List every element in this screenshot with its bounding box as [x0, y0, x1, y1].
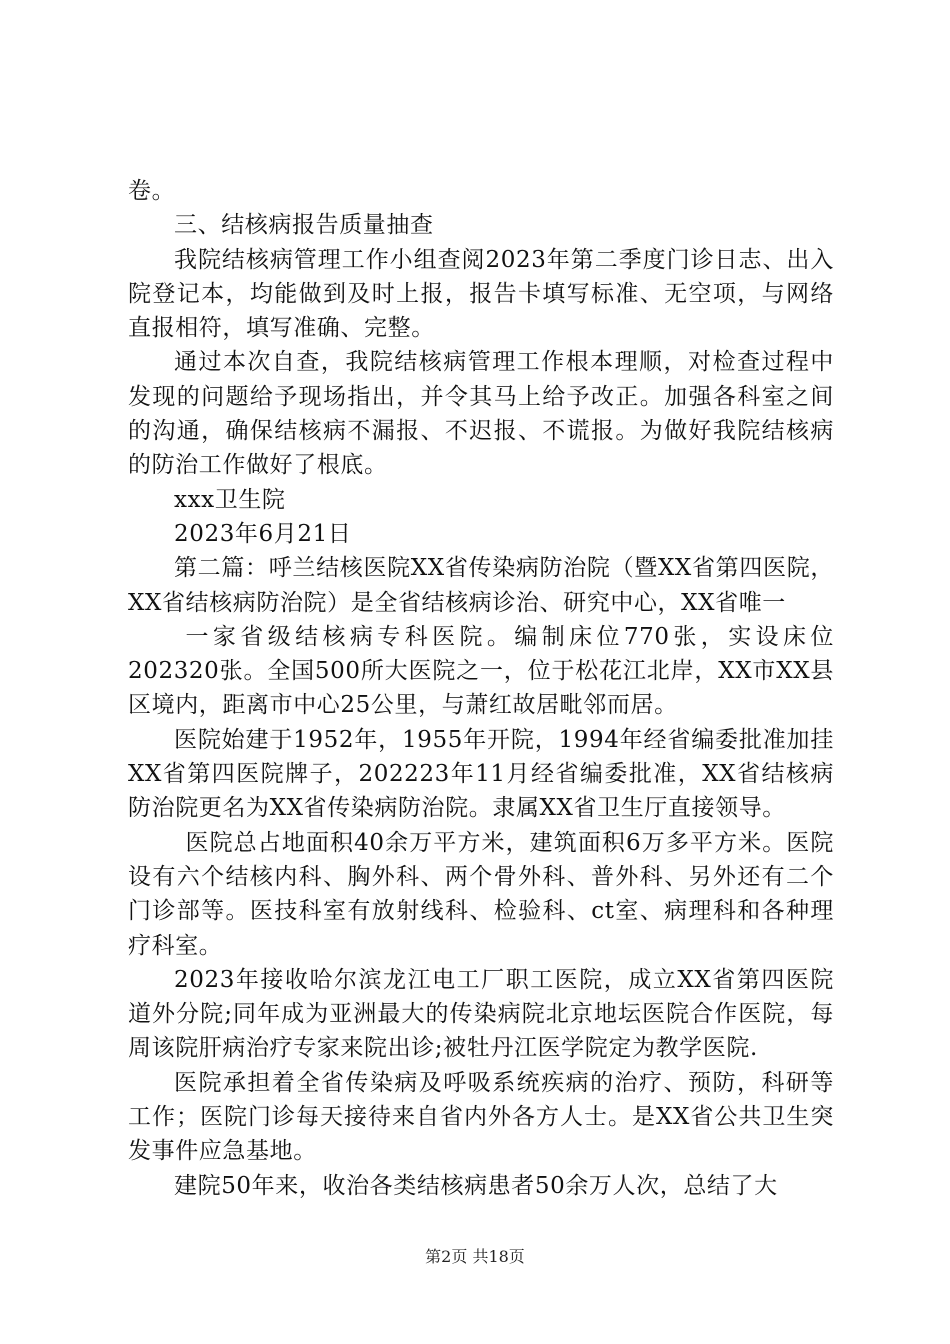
- paragraph-12: 医院承担着全省传染病及呼吸系统疾病的治疗、预防，科研等工作；医院门诊每天接待来自省内外各方人士。是XX省公共卫生突发事件应急基地。: [128, 1069, 834, 1165]
- page-footer: [0, 1244, 950, 1267]
- signature-org: xxx卫生院: [174, 486, 286, 513]
- paragraph-1: 卷。: [128, 178, 176, 204]
- section-heading: 三、结核病报告质量抽查: [174, 212, 434, 239]
- paragraph-10: 医院总占地面积40余万平方米，建筑面积6万多平方米。医院设有六个结核内科、胸外科、两个骨外科、普外科、另外还有二个门诊部等。医技科室有放射线科、检验科、ct室、病理科和各种理疗科室。: [128, 829, 834, 959]
- page-number: 第2页 共18页: [425, 1247, 525, 1266]
- paragraph-11: 2023年接收哈尔滨龙江电工厂职工医院，成立XX省第四医院道外分院;同年成为亚洲最大的传染病院北京地坛医院合作医院，每周该院肝病治疗专家来院出诊;被牡丹江医学院定为教学医院.: [128, 966, 834, 1062]
- paragraph-3: 我院结核病管理工作小组查阅2023年第二季度门诊日志、出入院登记本，均能做到及时上报，报告卡填写标准、无空项，与网络直报相符，填写准确、完整。: [128, 246, 834, 342]
- paragraph-9: 医院始建于1952年，1955年开院，1994年经省编委批准加挂XX省第四医院牌子，202223年11月经省编委批准，XX省结核病防治院更名为XX省传染病防治院。隶属XX省卫生厅直接领导。: [128, 726, 834, 822]
- paragraph-8: 一家省级结核病专科医院。编制床位770张，实设床位202320张。全国500所大医院之一，位于松花江北岸，XX市XX县区境内，距离市中心25公里，与萧红故居毗邻而居。: [128, 623, 834, 719]
- paragraph-7: 第二篇：呼兰结核医院XX省传染病防治院（暨XX省第四医院，XX省结核病防治院）是全省结核病诊治、研究中心，XX省唯一: [128, 555, 834, 616]
- signature-date: 2023年6月21日: [174, 520, 352, 547]
- paragraph-13: 建院50年来，收治各类结核病患者50余万人次，总结了大: [174, 1172, 778, 1199]
- document-body: [128, 174, 834, 1203]
- paragraph-4: 通过本次自查，我院结核病管理工作根本理顺，对检查过程中发现的问题给予现场指出，并令其马上给予改正。加强各科室之间的沟通，确保结核病不漏报、不迟报、不谎报。为做好我院结核病的防治工作做好了根底。: [128, 349, 834, 479]
